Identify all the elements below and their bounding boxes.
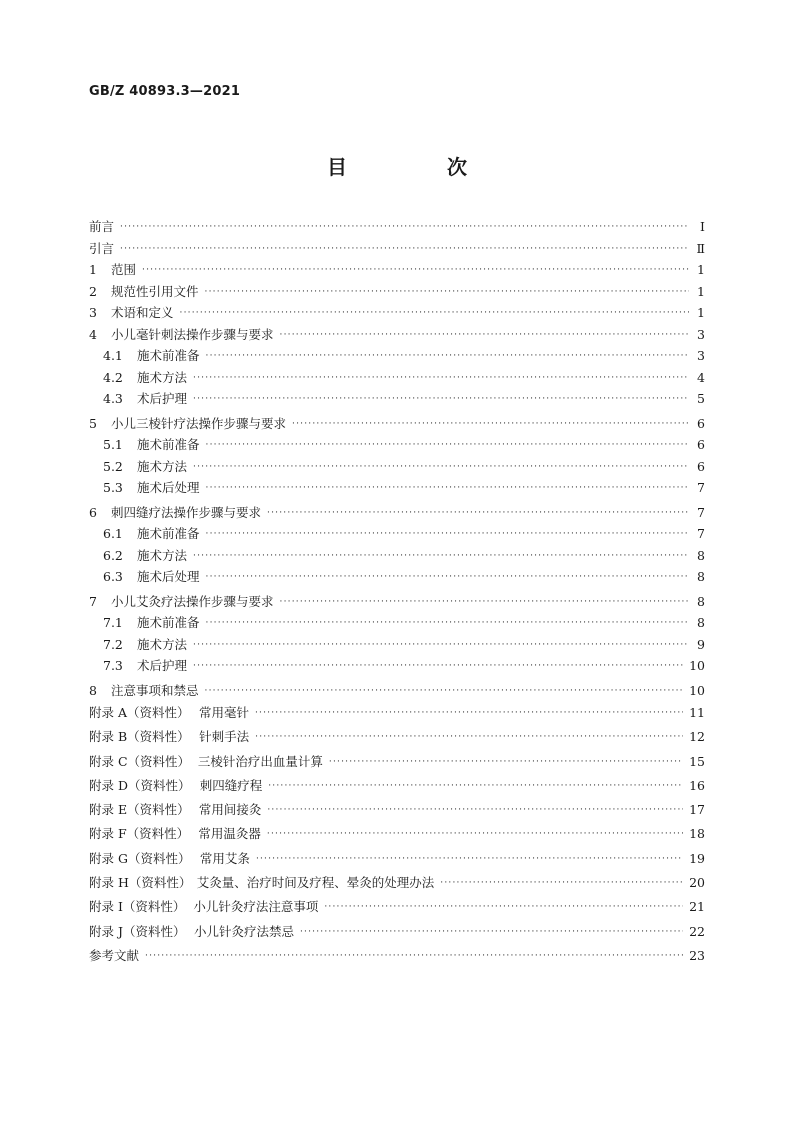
toc-entry-number: 5.1	[103, 437, 123, 452]
toc-entry-section-4-2[interactable]	[89, 367, 705, 389]
toc-entry-page: 7	[697, 504, 705, 520]
toc-entry-label: 术后护理	[137, 658, 188, 673]
toc-entry-introduction[interactable]	[89, 238, 705, 260]
toc-entry-annex-j[interactable]	[89, 920, 705, 944]
standard-code: GB/Z 40893.3—2021	[89, 84, 241, 99]
toc-entry-page: 20	[689, 875, 705, 891]
dot-leader	[180, 303, 689, 325]
dot-leader	[206, 346, 689, 368]
toc-entry-number: 5.3	[103, 480, 123, 495]
toc-entry-page: 10	[689, 658, 705, 673]
dot-leader	[268, 774, 683, 798]
dot-leader	[300, 920, 683, 944]
dot-leader	[145, 944, 683, 968]
toc-entry-annex-e[interactable]	[89, 798, 705, 822]
toc-entry-section-6-3[interactable]	[89, 566, 705, 588]
toc-entry-number: 4.3	[103, 391, 123, 406]
toc-entry-section-5-2[interactable]	[89, 456, 705, 478]
toc-entry-page: 21	[689, 899, 705, 915]
dot-leader	[329, 750, 683, 774]
toc-entry-number: 7.2	[103, 636, 123, 652]
dot-leader	[193, 546, 689, 568]
annex-label: 附录 B（资料性）	[89, 729, 190, 745]
toc-entry-page: 8	[697, 547, 705, 563]
annex-title: 常用艾条	[199, 850, 250, 866]
dot-leader	[205, 282, 689, 304]
toc-entry-label: 小儿毫针刺法操作步骤与要求	[111, 326, 274, 342]
toc-entry-annex-a[interactable]	[89, 701, 705, 725]
toc-entry-section-7-2[interactable]	[89, 634, 705, 656]
toc-entry-page: 3	[697, 348, 705, 363]
toc-entry-page: 18	[689, 826, 705, 842]
toc-entry-page: 23	[689, 947, 705, 963]
toc-entry-section-7-3[interactable]	[89, 655, 705, 677]
dot-leader	[205, 681, 684, 703]
annex-title: 常用毫针	[198, 705, 249, 720]
toc-entry-page: 8	[697, 615, 705, 630]
toc-entry-page: 17	[689, 802, 705, 818]
toc-entry-label: 施术方法	[137, 369, 188, 385]
annex-title: 针刺手法	[199, 729, 250, 745]
toc-entry-page: Ⅱ	[696, 240, 705, 256]
dot-leader	[193, 656, 683, 678]
toc-entry-number: 6.2	[103, 547, 123, 563]
toc-entry-label: 施术前准备	[137, 348, 200, 363]
toc-entry-section-6-1[interactable]	[89, 523, 705, 545]
toc-entry-section-6-2[interactable]	[89, 545, 705, 567]
toc-entry-page: Ⅰ	[700, 219, 705, 234]
toc-entry-section-5-1[interactable]	[89, 434, 705, 456]
dot-leader	[193, 368, 689, 390]
toc-entry-number: 7.1	[103, 615, 123, 630]
toc-entry-page: 19	[689, 850, 705, 866]
annex-label: 附录 I（资料性）	[89, 899, 186, 915]
annex-title: 三棱针治疗出血量计算	[197, 753, 323, 769]
annex-label: 附录 E（资料性）	[89, 802, 190, 818]
toc-entry-annex-i[interactable]	[89, 895, 705, 919]
toc-entry-section-2[interactable]	[89, 281, 705, 303]
toc-entry-number: 8	[89, 682, 97, 698]
toc-entry-annex-d[interactable]	[89, 774, 705, 798]
toc-entry-number: 6	[89, 504, 97, 520]
dot-leader	[193, 457, 689, 479]
toc-entry-annex-g[interactable]	[89, 847, 705, 871]
toc-entry-label: 施术前准备	[137, 615, 200, 630]
dot-leader	[120, 217, 689, 239]
toc-entry-number: 4.1	[103, 348, 123, 363]
dot-leader	[193, 635, 689, 657]
toc-entry-page: 4	[697, 369, 705, 385]
toc-entry-section-7-1[interactable]	[89, 612, 705, 634]
toc-entry-label: 小儿艾灸疗法操作步骤与要求	[111, 593, 274, 609]
dot-leader	[193, 389, 689, 411]
toc-entry-label: 范围	[111, 262, 137, 277]
dot-leader	[324, 895, 683, 919]
toc-entry-section-1[interactable]	[89, 259, 705, 281]
annex-label: 附录 G（资料性）	[89, 850, 191, 866]
dot-leader	[267, 822, 683, 846]
toc-entry-page: 15	[689, 753, 705, 769]
annex-title: 常用温灸器	[198, 826, 261, 842]
toc-entry-page: 6	[697, 415, 705, 431]
toc-entry-number: 5	[89, 415, 97, 431]
toc-entry-page: 6	[697, 437, 705, 452]
dot-leader	[120, 239, 689, 261]
toc-entry-references[interactable]	[89, 944, 705, 968]
toc-entry-number: 2	[89, 283, 97, 299]
toc-entry-page: 12	[689, 729, 705, 745]
toc-entry-section-5[interactable]	[89, 413, 705, 435]
toc-entry-annex-c[interactable]	[89, 750, 705, 774]
toc-entry-annex-h[interactable]	[89, 871, 705, 895]
toc-entry-number: 4	[89, 326, 97, 342]
annex-title: 刺四缝疗程	[199, 777, 263, 793]
dot-leader	[280, 325, 689, 347]
toc-entry-page: 3	[697, 326, 705, 342]
toc-entry-page: 10	[689, 682, 705, 698]
toc-entry-label: 引言	[89, 240, 115, 256]
toc-entry-page: 1	[697, 283, 705, 299]
dot-leader	[440, 871, 683, 895]
toc-entry-label: 施术方法	[137, 458, 188, 474]
toc-entry-annex-f[interactable]	[89, 822, 705, 846]
toc-entry-number: 5.2	[103, 458, 123, 474]
dot-leader	[255, 701, 683, 725]
toc-entry-label: 施术前准备	[137, 437, 200, 452]
toc-entry-number: 6.3	[103, 569, 123, 584]
toc-entry-label: 施术方法	[137, 636, 188, 652]
dot-leader	[206, 524, 689, 546]
dot-leader	[206, 567, 689, 589]
annex-label: 附录 H（资料性）	[89, 875, 192, 891]
toc-entry-page: 16	[689, 777, 705, 793]
table-of-contents	[89, 216, 705, 968]
toc-entry-page: 22	[689, 923, 705, 939]
annex-title: 常用间接灸	[198, 802, 262, 818]
annex-title: 小儿针灸疗法禁忌	[193, 923, 294, 939]
dot-leader	[142, 260, 689, 282]
toc-entry-page: 9	[697, 636, 705, 652]
toc-entry-page: 1	[697, 262, 705, 277]
annex-title: 小儿针灸疗法注意事项	[193, 899, 319, 915]
toc-entry-page: 7	[697, 480, 705, 495]
toc-entry-label: 参考文献	[89, 947, 140, 963]
toc-entry-number: 4.2	[103, 369, 123, 385]
dot-leader	[256, 847, 683, 871]
toc-entry-label: 术语和定义	[111, 305, 174, 320]
annex-label: 附录 D（资料性）	[89, 777, 191, 793]
dot-leader	[206, 613, 689, 635]
annex-title: 艾灸量、治疗时间及疗程、晕灸的处理办法	[196, 875, 435, 891]
toc-entry-page: 6	[697, 458, 705, 474]
toc-entry-page: 8	[697, 593, 705, 609]
toc-entry-label: 小儿三棱针疗法操作步骤与要求	[111, 415, 287, 431]
dot-leader	[280, 592, 689, 614]
toc-entry-page: 11	[689, 705, 705, 720]
toc-entry-page: 5	[697, 391, 705, 406]
toc-entry-section-3[interactable]	[89, 302, 705, 324]
toc-entry-section-5-3[interactable]	[89, 477, 705, 499]
toc-entry-label: 术后护理	[137, 391, 188, 406]
toc-entry-page: 1	[697, 305, 705, 320]
toc-entry-page: 7	[697, 526, 705, 541]
toc-entry-section-4-1[interactable]	[89, 345, 705, 367]
toc-entry-label: 刺四缝疗法操作步骤与要求	[111, 504, 262, 520]
toc-entry-label: 规范性引用文件	[111, 283, 199, 299]
dot-leader	[267, 798, 683, 822]
toc-entry-label: 施术后处理	[137, 569, 200, 584]
toc-entry-label: 施术方法	[137, 547, 188, 563]
toc-entry-number: 3	[89, 305, 97, 320]
toc-entry-section-4[interactable]	[89, 324, 705, 346]
toc-entry-section-8[interactable]	[89, 680, 705, 702]
annex-label: 附录 F（资料性）	[89, 826, 190, 842]
toc-entry-label: 施术前准备	[137, 526, 200, 541]
dot-leader	[206, 435, 689, 457]
dot-leader	[267, 503, 689, 525]
toc-entry-number: 7	[89, 593, 97, 609]
dot-leader	[206, 478, 689, 500]
toc-entry-number: 7.3	[103, 658, 123, 673]
toc-entry-page: 8	[697, 569, 705, 584]
toc-entry-number: 6.1	[103, 526, 123, 541]
toc-title: 目 次	[327, 155, 507, 179]
toc-entry-section-7[interactable]	[89, 591, 705, 613]
dot-leader	[255, 725, 683, 749]
toc-entry-annex-b[interactable]	[89, 725, 705, 749]
annex-label: 附录 J（资料性）	[89, 923, 186, 939]
toc-entry-label: 施术后处理	[137, 480, 200, 495]
annex-label: 附录 C（资料性）	[89, 753, 191, 769]
toc-entry-foreword[interactable]	[89, 216, 705, 238]
dot-leader	[292, 414, 689, 436]
toc-entry-label: 注意事项和禁忌	[111, 682, 199, 698]
toc-entry-label: 前言	[89, 219, 115, 234]
toc-entry-section-4-3[interactable]	[89, 388, 705, 410]
toc-entry-number: 1	[89, 262, 97, 277]
toc-entry-section-6[interactable]	[89, 502, 705, 524]
annex-label: 附录 A（资料性）	[89, 705, 190, 720]
